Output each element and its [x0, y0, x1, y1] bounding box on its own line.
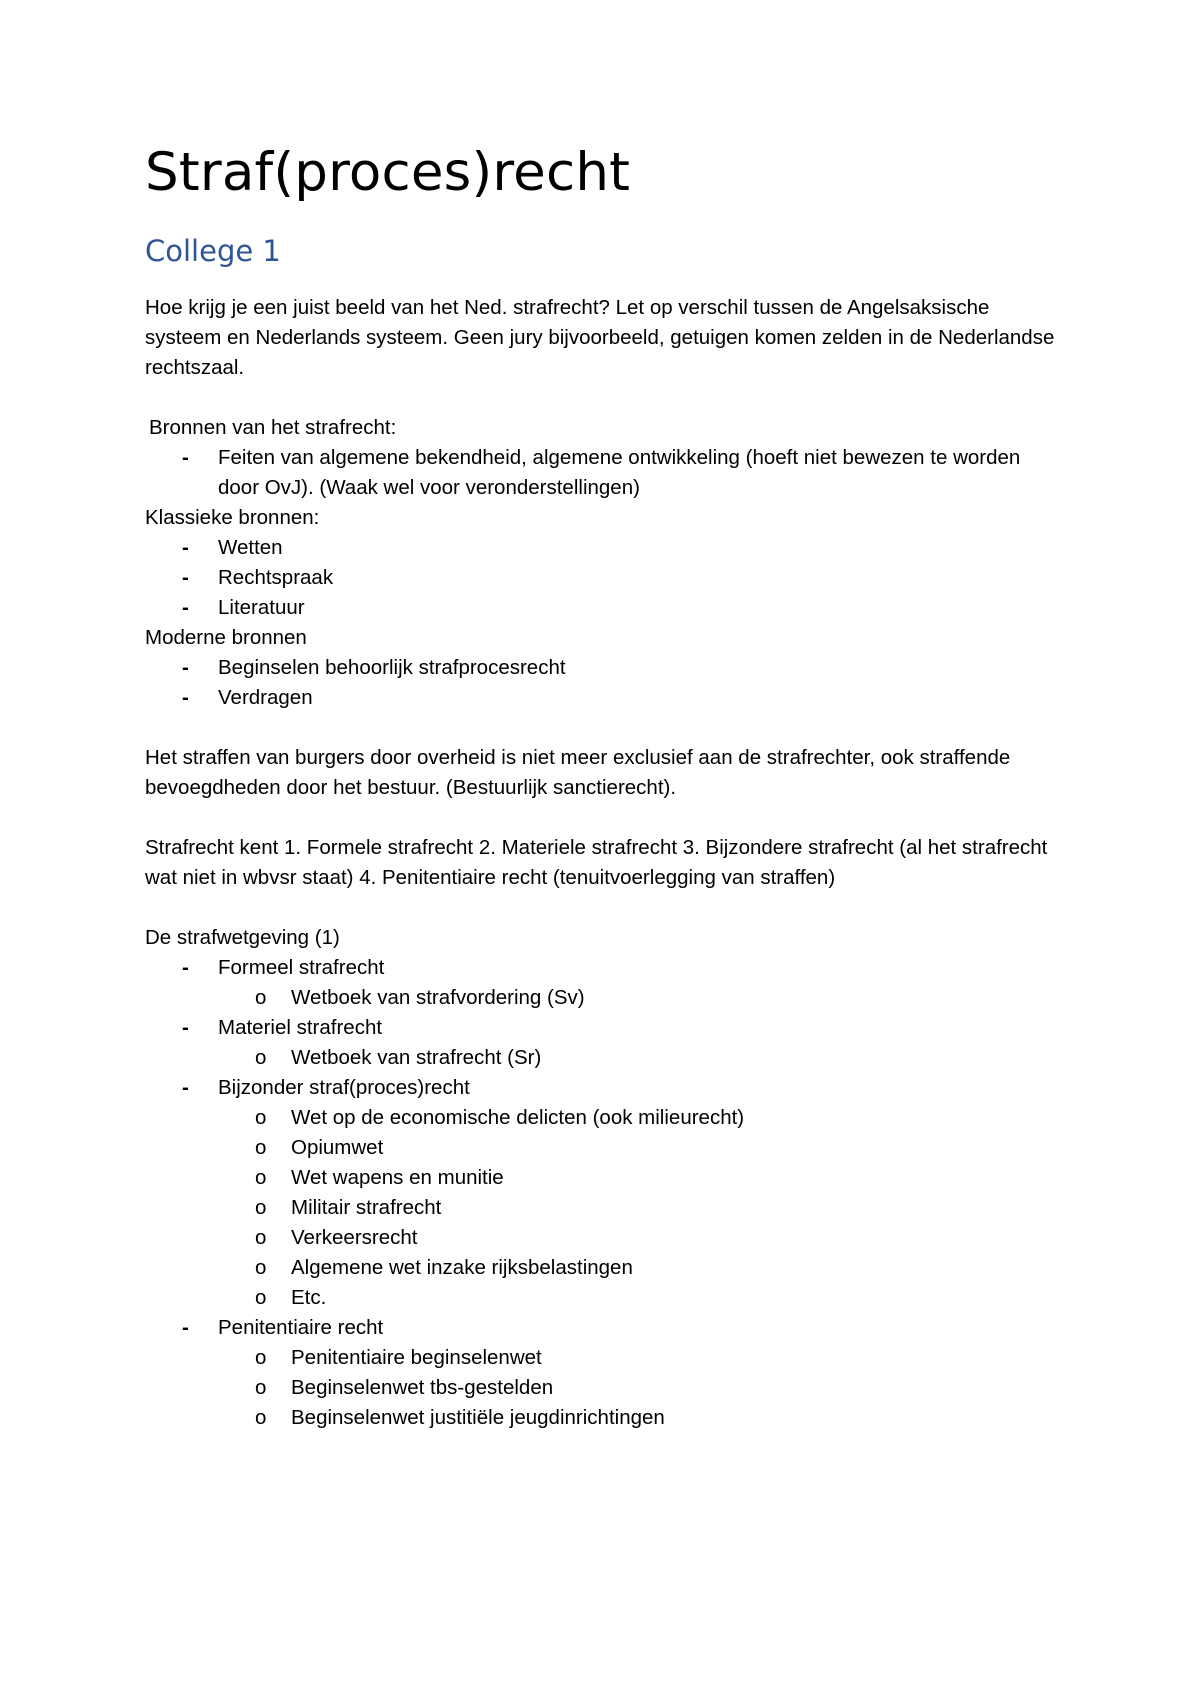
bronnen-heading: Bronnen van het strafrecht: — [149, 416, 397, 439]
dash-bullet: - — [182, 1016, 189, 1039]
sub-list-item: o Penitentiaire beginselenwet — [218, 1343, 1065, 1373]
list-item: - Literatuur — [145, 593, 1065, 623]
circle-bullet: o — [255, 1286, 267, 1309]
circle-bullet: o — [255, 1106, 267, 1129]
sub-list-item: o Algemene wet inzake rijksbelastingen — [218, 1253, 1065, 1283]
dash-bullet: - — [182, 446, 189, 469]
document-body — [145, 293, 1065, 1433]
circle-bullet: o — [255, 1406, 267, 1429]
sub-list-item: o Wetboek van strafrecht (Sr) — [218, 1043, 1065, 1073]
sub-list — [218, 1103, 1065, 1313]
klassieke-list — [145, 533, 1065, 623]
list-item: - Bijzonder straf(proces)recht o Wet op de economische delicten (ook milieurecht) o Opiumwet o Wet wapens en munitie o Militair strafrecht o Verkeersrecht o Algemene wet inzake rijksbelastingen o Etc. — [145, 1073, 1065, 1313]
sub-list-item: o Opiumwet — [218, 1133, 1065, 1163]
list-item: - Rechtspraak — [145, 563, 1065, 593]
sub-list-item: o Wet wapens en munitie — [218, 1163, 1065, 1193]
circle-bullet: o — [255, 1346, 267, 1369]
sub-list — [218, 983, 1065, 1013]
list-item: - Wetten — [145, 533, 1065, 563]
section-heading: College 1 — [145, 234, 281, 268]
list-item: - Materiel strafrecht o Wetboek van strafrecht (Sr) — [145, 1013, 1065, 1073]
dash-bullet: - — [182, 536, 189, 559]
dash-bullet: - — [182, 1316, 189, 1339]
sub-list — [218, 1043, 1065, 1073]
strafwetgeving-list — [145, 953, 1065, 1433]
list-item: - Verdragen — [145, 683, 1065, 713]
list-item: - Penitentiaire recht o Penitentiaire beginselenwet o Beginselenwet tbs-gestelden o Beginselenwet justitiële jeugdinrichtingen — [145, 1313, 1065, 1433]
document-page — [145, 140, 1065, 1433]
sub-list-item: o Etc. — [218, 1283, 1065, 1313]
dash-bullet: - — [182, 686, 189, 709]
dash-bullet: - — [182, 596, 189, 619]
sub-list-item: o Beginselenwet tbs-gestelden — [218, 1373, 1065, 1403]
list-item: - Feiten van algemene bekendheid, algemene ontwikkeling (hoeft niet bewezen te worden door OvJ). (Waak wel voor veronderstellingen) — [145, 443, 1065, 503]
circle-bullet: o — [255, 1226, 267, 1249]
list-item: - Beginselen behoorlijk strafprocesrecht — [145, 653, 1065, 683]
document-title: Straf(proces)recht — [145, 142, 631, 203]
straffen-paragraph: Het straffen van burgers door overheid is niet meer exclusief aan de strafrechter, ook straffende bevoegdheden door het bestuur. (Bestuurlijk sanctierecht). — [145, 746, 1011, 799]
intro-paragraph: Hoe krijg je een juist beeld van het Ned. strafrecht? Let op verschil tussen de Angelsaksische systeem en Nederlands systeem. Geen jury bijvoorbeeld, getuigen komen zelden in de Nederlandse rechtszaal. — [145, 296, 1055, 379]
circle-bullet: o — [255, 1196, 267, 1219]
list-item: - Formeel strafrecht o Wetboek van strafvordering (Sv) — [145, 953, 1065, 1013]
sub-list-item: o Verkeersrecht — [218, 1223, 1065, 1253]
dash-bullet: - — [182, 656, 189, 679]
moderne-list — [145, 653, 1065, 713]
circle-bullet: o — [255, 1166, 267, 1189]
sub-list-item: o Militair strafrecht — [218, 1193, 1065, 1223]
sub-list-item: o Wetboek van strafvordering (Sv) — [218, 983, 1065, 1013]
sub-list — [218, 1343, 1065, 1433]
moderne-heading: Moderne bronnen — [145, 626, 307, 649]
circle-bullet: o — [255, 1256, 267, 1279]
circle-bullet: o — [255, 986, 267, 1009]
circle-bullet: o — [255, 1376, 267, 1399]
sub-list-item: o Beginselenwet justitiële jeugdinrichtingen — [218, 1403, 1065, 1433]
dash-bullet: - — [182, 566, 189, 589]
bronnen-list — [145, 443, 1065, 503]
strafrecht-kent-paragraph: Strafrecht kent 1. Formele strafrecht 2. Materiele strafrecht 3. Bijzondere strafrecht (al het strafrecht wat niet in wbvsr staat) 4. Penitentiaire recht (tenuitvoerlegging van straffen) — [145, 836, 1048, 889]
dash-bullet: - — [182, 1076, 189, 1099]
circle-bullet: o — [255, 1136, 267, 1159]
strafwetgeving-heading: De strafwetgeving (1) — [145, 926, 340, 949]
klassieke-heading: Klassieke bronnen: — [145, 506, 320, 529]
circle-bullet: o — [255, 1046, 267, 1069]
sub-list-item: o Wet op de economische delicten (ook milieurecht) — [218, 1103, 1065, 1133]
dash-bullet: - — [182, 956, 189, 979]
